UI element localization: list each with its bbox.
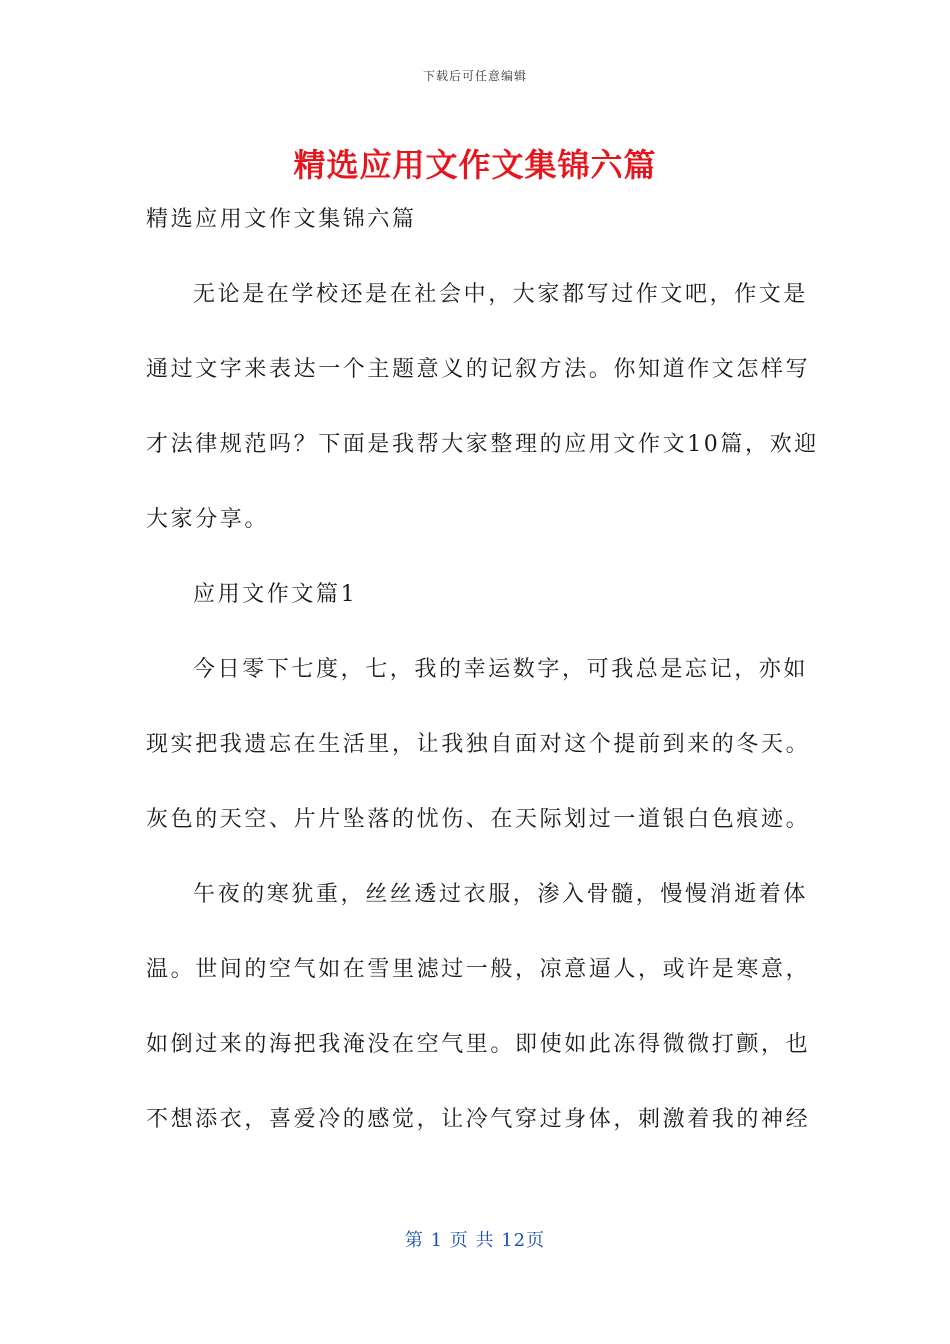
- section-heading: 应用文作文篇1: [193, 582, 358, 607]
- page-number-footer: 第 1 页 共 12页: [404, 1230, 546, 1251]
- paragraph-line: 不想添衣，喜爱冷的感觉，让冷气穿过身体，刺激着我的神经: [146, 1107, 811, 1132]
- paragraph-line: 通过文字来表达一个主题意义的记叙方法。你知道作文怎样写: [146, 357, 811, 382]
- paragraph-line: 大家分享。: [146, 507, 270, 532]
- paragraph-line: 温。世间的空气如在雪里滤过一般，凉意逼人，或许是寒意，: [146, 957, 811, 982]
- paragraph-line: 如倒过来的海把我淹没在空气里。即使如此冻得微微打颤，也: [146, 1032, 811, 1057]
- paragraph-line: 现实把我遗忘在生活里，让我独自面对这个提前到来的冬天。: [146, 732, 811, 757]
- document-title: 精选应用文作文集锦六篇: [293, 146, 657, 184]
- paragraph-line: 无论是在学校还是在社会中，大家都写过作文吧，作文是: [193, 282, 809, 307]
- paragraph-line: 午夜的寒犹重，丝丝透过衣服，渗入骨髓，慢慢消逝着体: [193, 882, 809, 907]
- document-body: [146, 198, 819, 1173]
- header-note: 下载后可任意编辑: [422, 69, 527, 83]
- paragraph-line: 灰色的天空、片片坠落的忧伤、在天际划过一道银白色痕迹。: [146, 807, 811, 832]
- paragraph-line: 今日零下七度，七，我的幸运数字，可我总是忘记，亦如: [193, 657, 809, 682]
- subtitle-line: 精选应用文作文集锦六篇: [146, 207, 417, 232]
- paragraph-line: 才法律规范吗？下面是我帮大家整理的应用文作文10篇，欢迎: [146, 432, 819, 457]
